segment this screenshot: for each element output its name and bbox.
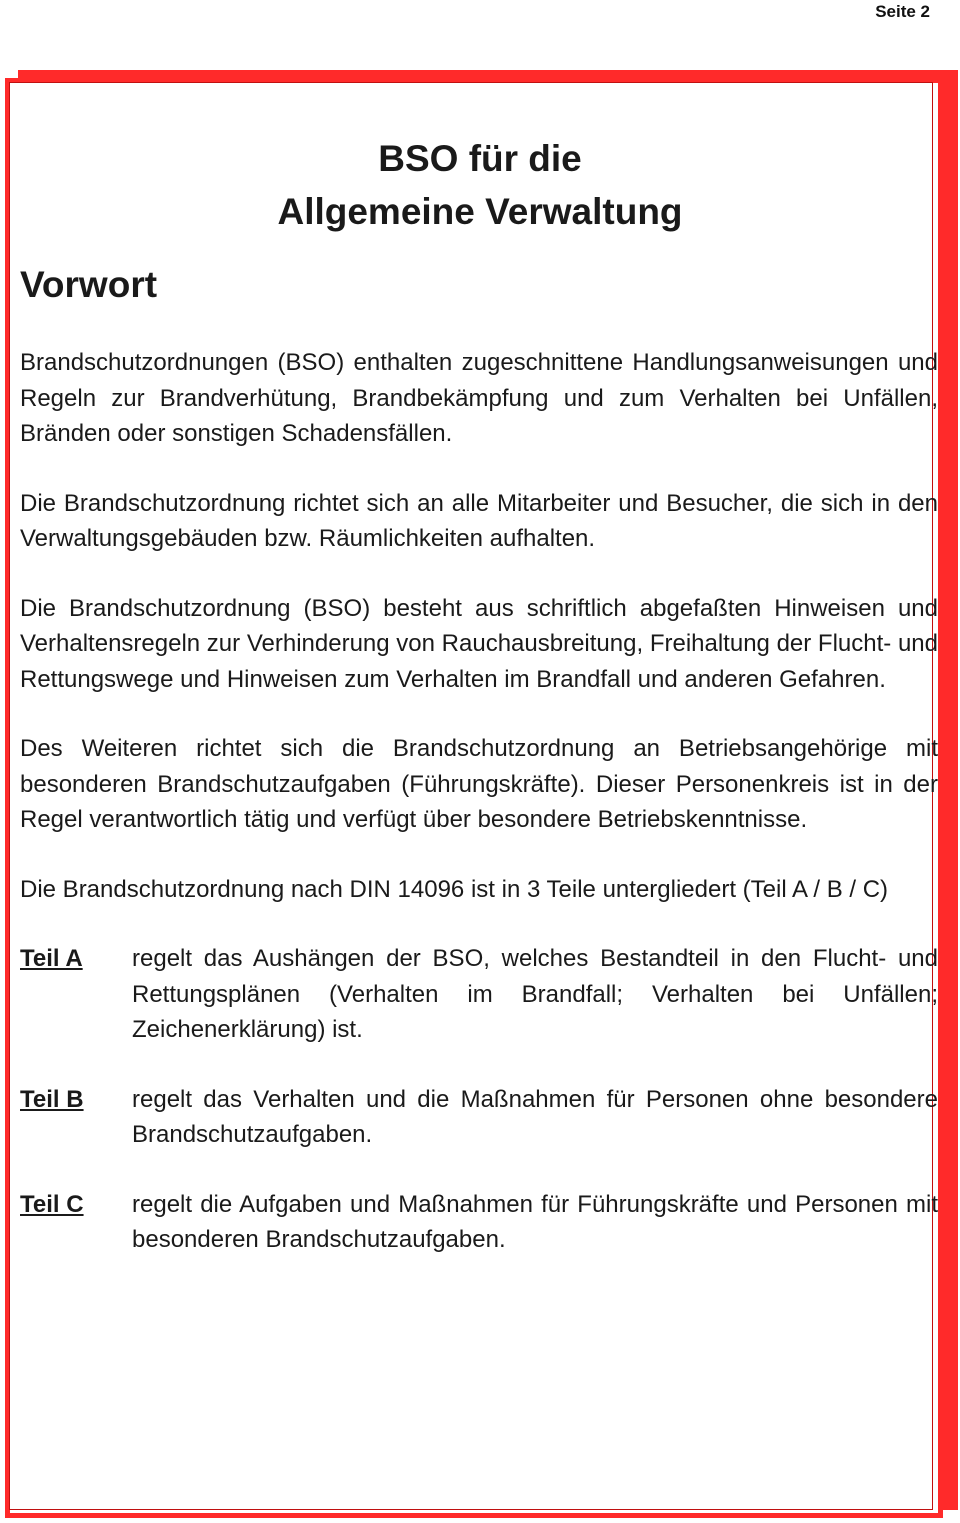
teil-c-text: regelt die Aufgaben und Maßnahmen für Führungskräfte und Personen mit besonderen Brandschutzaufgaben. (132, 1190, 938, 1253)
teil-a-text: regelt das Aushängen der BSO, welches Bestandteil in den Flucht- und Rettungsplänen (Verhalten im Brandfall; Verhalten bei Unfällen; Zeichenerklärung) ist. (132, 945, 938, 1043)
title-line-2: Allgemeine Verwaltung (277, 191, 683, 232)
title-line-1: BSO für die (378, 138, 582, 179)
teil-a-row (20, 941, 938, 1048)
teil-c-label: Teil C (20, 1190, 84, 1218)
page-number: Seite 2 (875, 2, 930, 21)
document-title (0, 132, 960, 238)
paragraph-4: Des Weiteren richtet sich die Brandschutzordnung an Betriebsangehörige mit besonderen Brandschutzaufgaben (Führungskräfte). Dieser Personenkreis ist in der Regel verantwortlich tätig und verfügt über besondere Betriebskenntnisse. (20, 735, 938, 833)
paragraph-1: Brandschutzordnungen (BSO) enthalten zugeschnittene Handlungsanweisungen und Regeln zur Brandverhütung, Brandbekämpfung und zum Verhalten bei Unfällen, Bränden oder sonstigen Schadensfällen. (20, 349, 938, 447)
section-heading: Vorwort (20, 264, 158, 305)
content-body (20, 345, 938, 1292)
teil-b-label: Teil B (20, 1085, 84, 1113)
teil-b-text: regelt das Verhalten und die Maßnahmen für Personen ohne besondere Brandschutzaufgaben. (132, 1085, 938, 1148)
paragraph-2: Die Brandschutzordnung richtet sich an alle Mitarbeiter und Besucher, die sich in den Verwaltungsgebäuden bzw. Räumlichkeiten aufhalten. (20, 489, 938, 552)
teil-b-row (20, 1082, 938, 1153)
teil-a-label: Teil A (20, 945, 83, 972)
teil-c-row (20, 1187, 938, 1258)
paragraph-5: Die Brandschutzordnung nach DIN 14096 ist in 3 Teile untergliedert (Teil A / B / C) (20, 875, 889, 903)
paragraph-3: Die Brandschutzordnung (BSO) besteht aus schriftlich abgefaßten Hinweisen und Verhaltensregeln zur Verhinderung von Rauchausbreitung, Freihaltung der Flucht- und Rettungswege und Hinweisen zum Verhalten im Brandfall und anderen Gefahren. (20, 594, 938, 693)
